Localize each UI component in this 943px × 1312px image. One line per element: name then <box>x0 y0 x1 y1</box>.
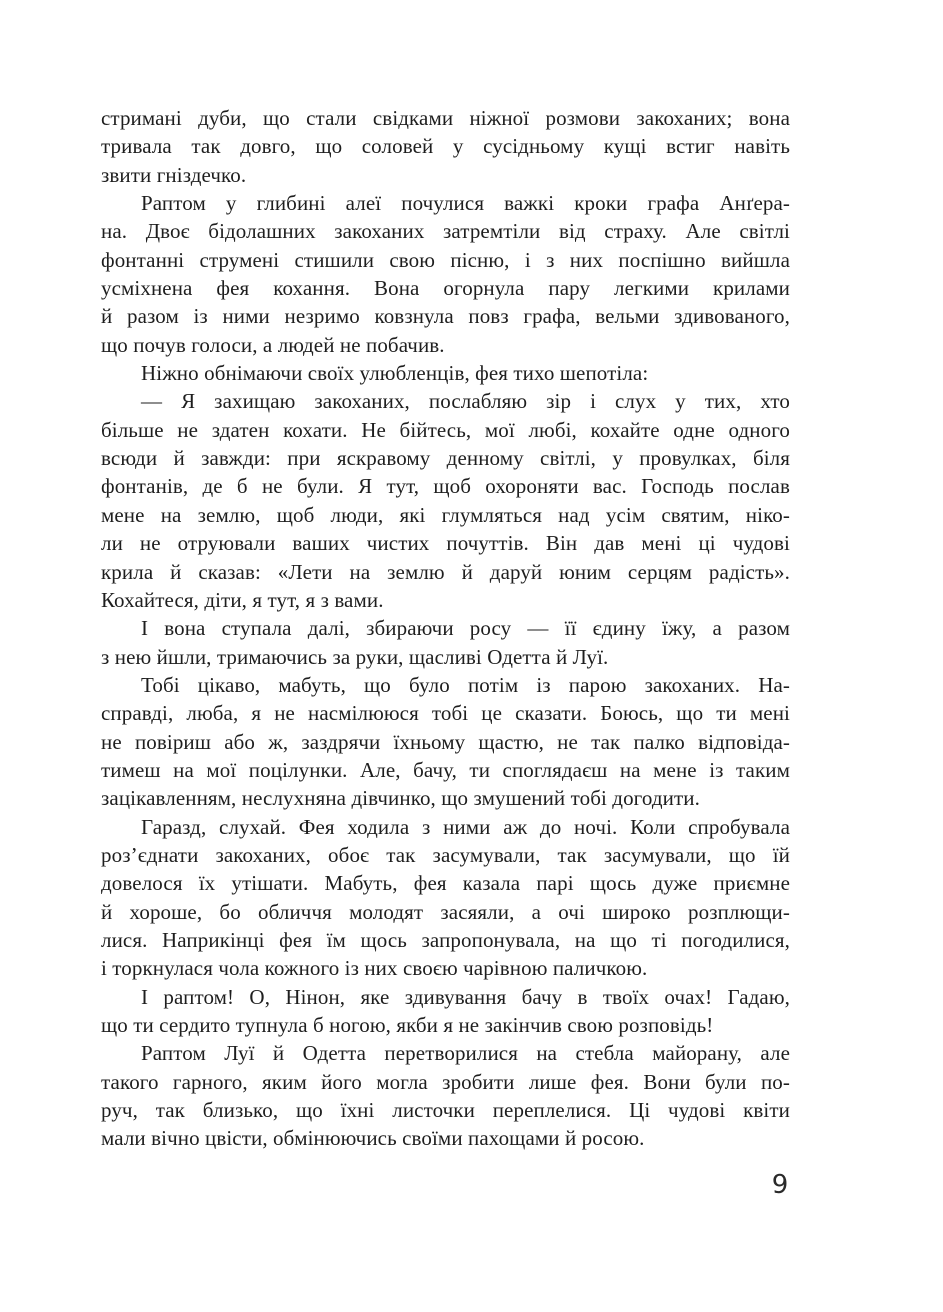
text-line: мали вічно цвісти, обмінюючись своїми пахощами й росою. <box>101 1126 645 1151</box>
paragraph <box>101 387 790 614</box>
text-line: звити гніздечко. <box>101 162 247 187</box>
text-line: — Я захищаю закоханих, послабляю зір і слух у тих, хто <box>141 389 790 414</box>
text-line: довелося їх утішати. Мабуть, фея казала парі щось дуже приємне <box>101 871 790 896</box>
text-line: І вона ступала далі, збираючи росу — її єдину їжу, а разом <box>141 616 790 641</box>
paragraph <box>101 359 790 387</box>
text-line: Раптом у глибині алеї почулися важкі кроки графа Анґера- <box>141 191 790 216</box>
text-line: І раптом! О, Нінон, яке здивування бачу в твоїх очах! Гадаю, <box>141 984 790 1009</box>
paragraph <box>101 983 790 1040</box>
text-line: Раптом Луї й Одетта перетворилися на стебла майорану, але <box>141 1041 790 1066</box>
text-line: що ти сердито тупнула б ногою, якби я не закінчив свою розповідь! <box>101 1013 714 1037</box>
text-line: Тобі цікаво, мабуть, що було потім із парою закоханих. На- <box>141 672 790 697</box>
text-line: й хороше, бо обличчя молодят засяяли, а очі широко розплющи- <box>101 899 790 924</box>
text-line: руч, так близько, що їхні листочки переплелися. Ці чудові квіти <box>101 1098 790 1123</box>
paragraph <box>101 104 790 189</box>
page-number: 9 <box>771 1170 789 1200</box>
text-line: усміхнена фея кохання. Вона огорнула пару легкими крилами <box>101 276 790 301</box>
text-line: тривала так довго, що соловей у сусідньому кущі встиг навіть <box>101 134 790 159</box>
text-line: і торкнулася чола кожного із них своєю чарівною паличкою. <box>101 956 648 981</box>
text-line: що почув голоси, а людей не побачив. <box>101 332 445 357</box>
text-line: фонтанів, де б не були. Я тут, щоб охороняти вас. Господь послав <box>101 474 790 499</box>
text-line: зацікавленням, неслухняна дівчинко, що змушений тобі догодити. <box>101 786 700 811</box>
paragraph <box>101 813 790 983</box>
text-line: тимеш на мої поцілунки. Але, бачу, ти споглядаєш на мене із таким <box>101 757 790 782</box>
paragraph <box>101 614 790 671</box>
text-line: стримані дуби, що стали свідками ніжної розмови закоханих; вона <box>101 106 790 130</box>
text-line: фонтанні струмені стишили свою пісню, і з них поспішно вийшла <box>101 247 790 272</box>
text-line: Ніжно обнімаючи своїх улюбленців, фея тихо шепотіла: <box>141 361 649 386</box>
text-line: не повіриш або ж, заздрячи їхньому щастю, не так палко відповіда- <box>101 729 790 754</box>
text-block <box>101 104 790 1153</box>
text-line: Кохайтеся, діти, я тут, я з вами. <box>101 587 384 612</box>
text-line: мене на землю, щоб люди, які глумляться над усім святим, ніко- <box>101 502 790 527</box>
text-line: такого гарного, яким його могла зробити лише фея. Вони були по- <box>101 1069 790 1094</box>
text-line: лися. Наприкінці фея їм щось запропонувала, на що ті погодилися, <box>101 927 790 952</box>
paragraph <box>101 189 790 359</box>
text-line: справді, люба, я не насмілююся тобі це сказати. Боюсь, що ти мені <box>101 701 790 726</box>
paragraph <box>101 1039 790 1152</box>
text-line: роз’єднати закоханих, обоє так засумували, так засумували, що їй <box>101 842 790 867</box>
text-line: крила й сказав: «Лети на землю й даруй юним серцям радість». <box>101 559 790 584</box>
text-line: й разом із ними незримо ковзнула повз графа, вельми здивованого, <box>101 304 790 329</box>
text-line: на. Двоє бідолашних закоханих затремтіли від страху. Але світлі <box>101 219 790 244</box>
paragraph <box>101 671 790 813</box>
text-line: з нею йшли, тримаючись за руки, щасливі Одетта й Луї. <box>101 644 609 669</box>
text-line: ли не отруювали ваших чистих почуттів. Він дав мені ці чудові <box>101 531 790 556</box>
text-line: Гаразд, слухай. Фея ходила з ними аж до ночі. Коли спробувала <box>141 814 790 839</box>
text-line: всюди й завжди: при яскравому денному світлі, у провулках, біля <box>101 446 790 471</box>
text-line: більше не здатен кохати. Не бійтесь, мої любі, кохайте одне одного <box>101 417 790 442</box>
